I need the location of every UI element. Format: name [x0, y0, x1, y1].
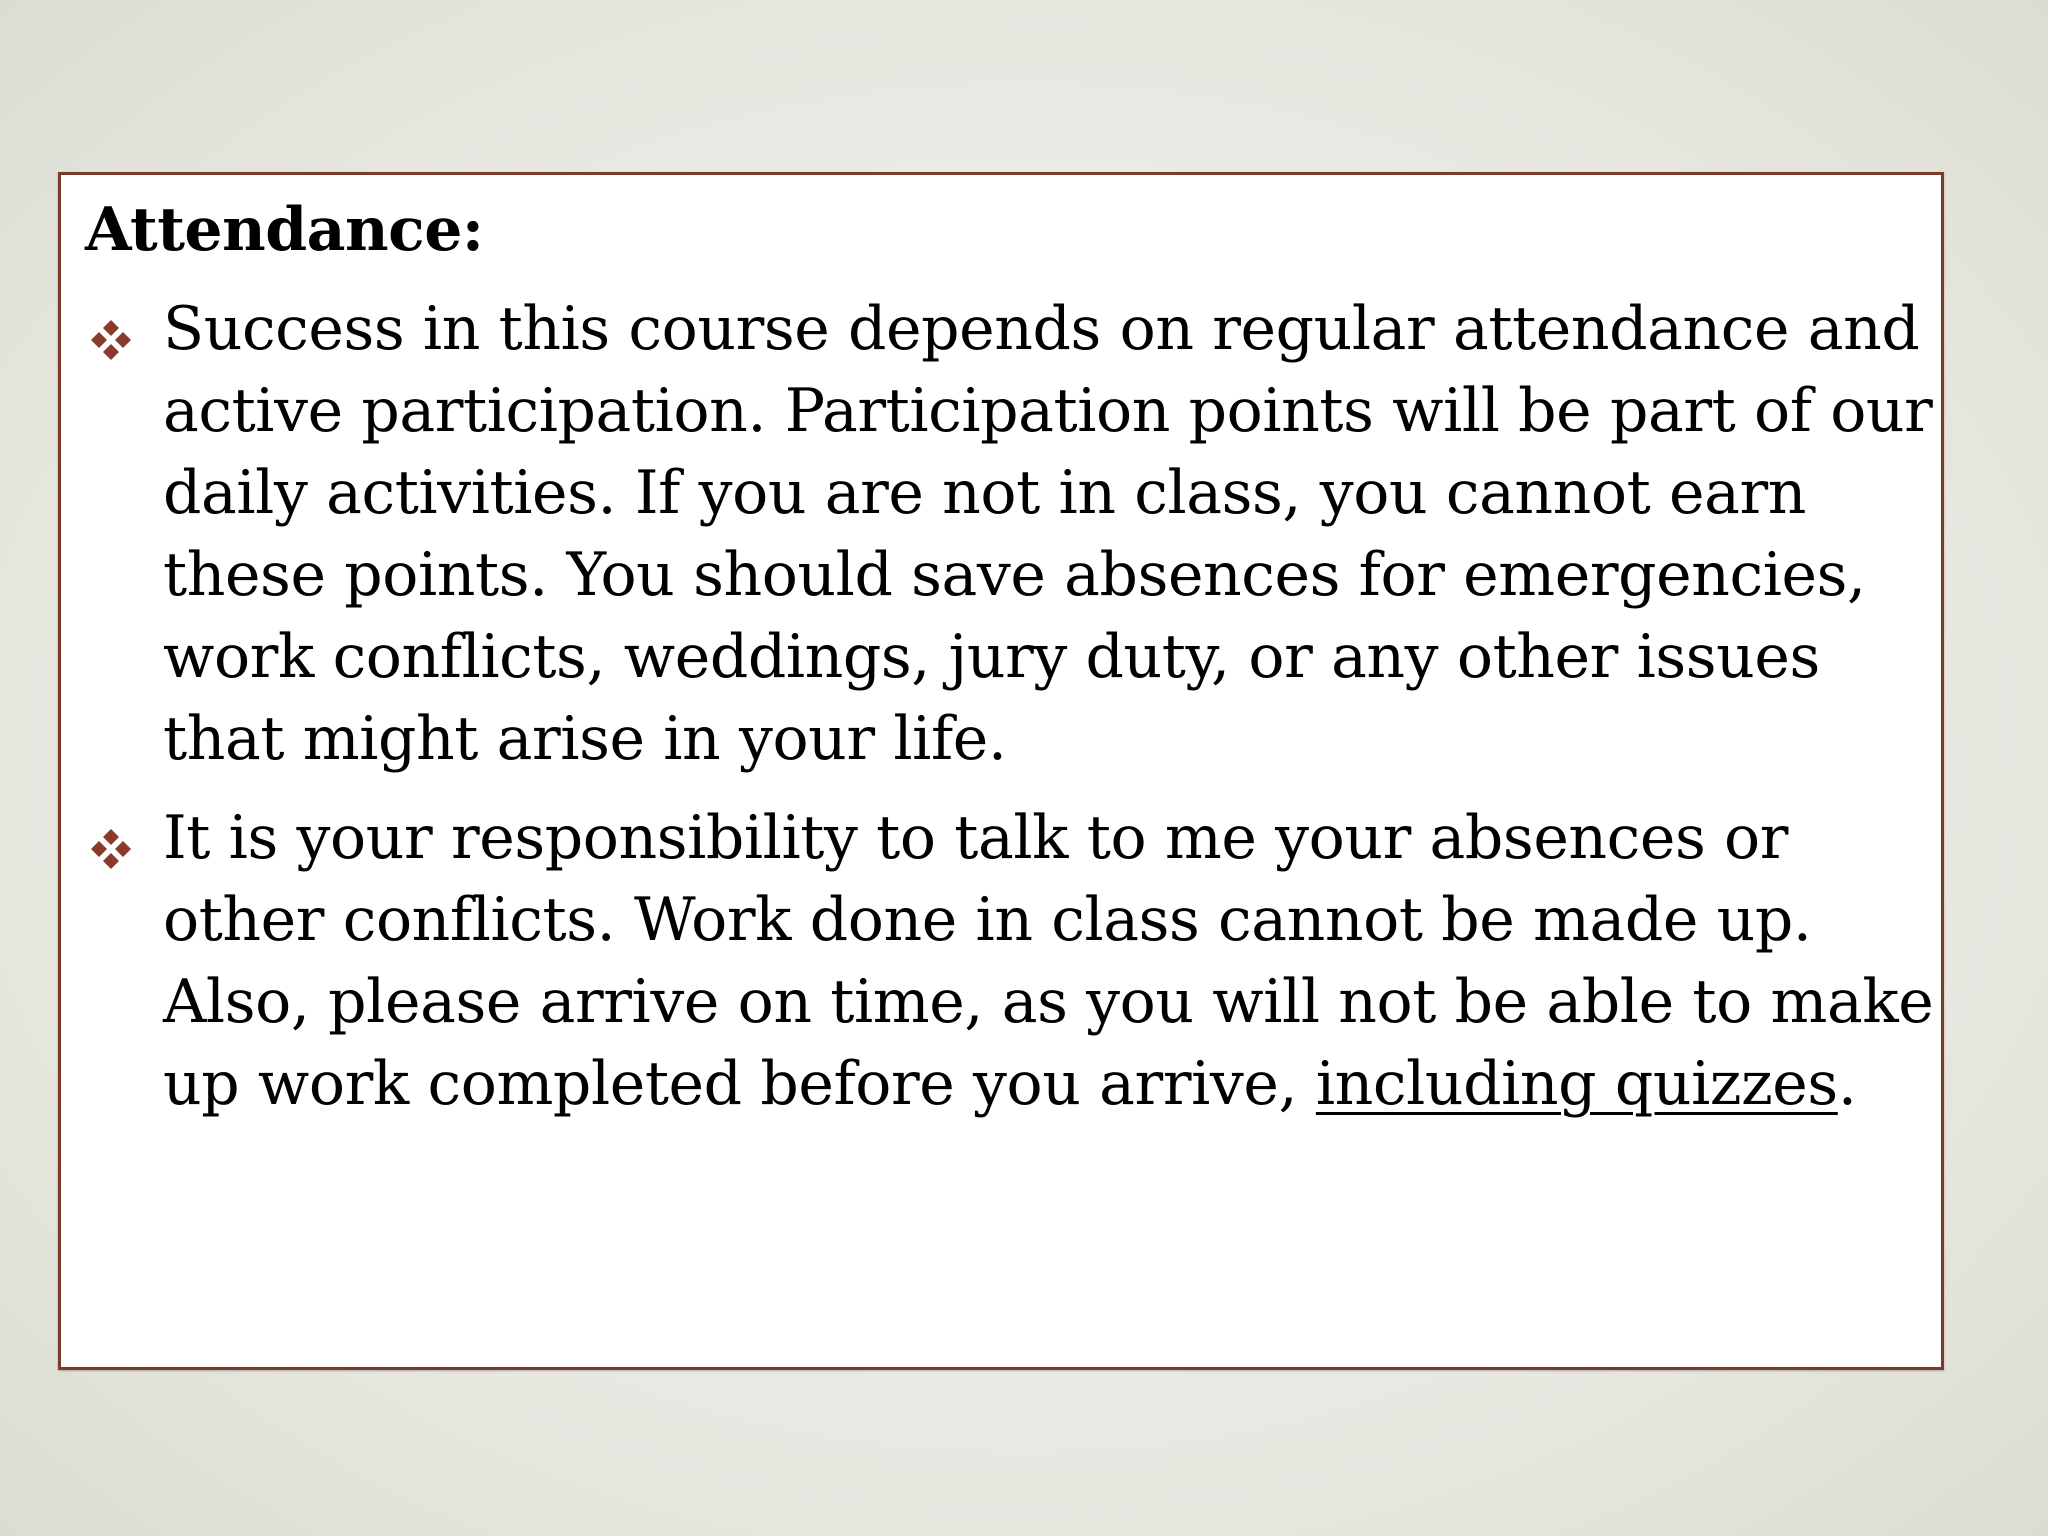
- bullet-text: [163, 797, 1953, 1125]
- underlined-emphasis: including quizzes: [1315, 1049, 1838, 1119]
- diamond-bullet-icon: [85, 314, 137, 366]
- content-box: [58, 172, 1944, 1370]
- slide-heading: Attendance:: [85, 195, 484, 265]
- bullet-item: [85, 797, 1934, 1125]
- bullet-item: [85, 288, 1931, 780]
- bullet-text-main: It is your responsibility to talk to me your absences or other conflicts. Work done in class cannot be made up. Also, please arrive on time, as you will not be able to make up work completed before you arrive,: [163, 803, 1934, 1119]
- bullet-text-end: .: [1837, 1049, 1857, 1119]
- bullet-text: Success in this course depends on regular attendance and active participation. Participation points will be part of our daily activities. If you are not in class, you cannot earn these points. You should save absences for emergencies, work conflicts, weddings, jury duty, or any other issues that might arise in your life.: [163, 294, 1933, 774]
- diamond-bullet-icon: [85, 823, 137, 875]
